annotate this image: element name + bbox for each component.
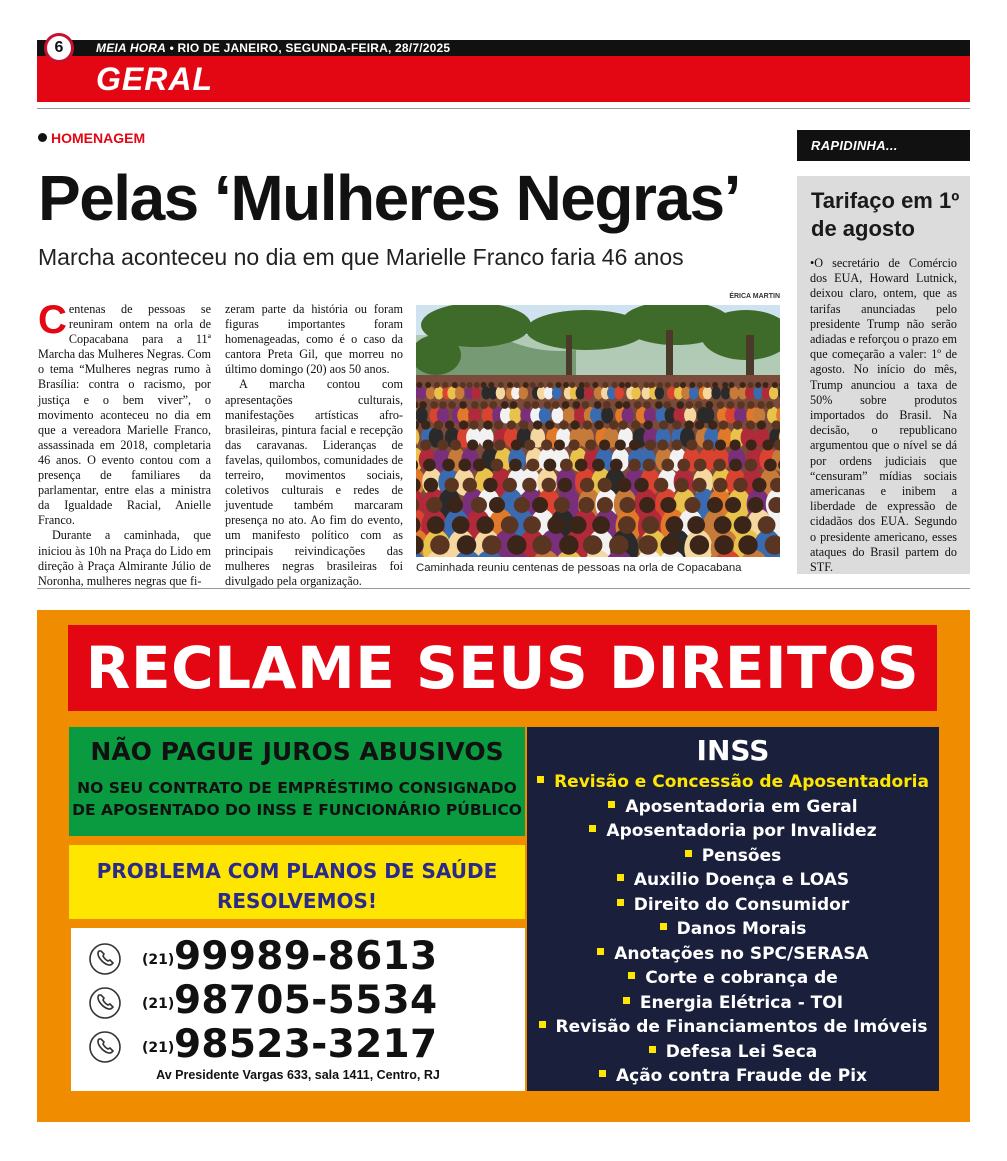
phone-icon — [88, 942, 122, 976]
paragraph-text: entenas de pessoas se reuniram ontem na orla de Copacabana para a 11ª Marcha das Mulheres Negras. Com o tema “Mulheres negras rumo à Brasília: contra o racismo, por justiça e o bem viver”, o movimento aconteceu no dia em que a vereadora Marielle Franco, assassinada em 2018, completaria 46 anos. O evento contou com a presença de familiares da parlamentar, entre elas a ministra da Igualdade Racial, Anielle Franco. — [38, 302, 211, 528]
ad-green-title: NÃO PAGUE JUROS ABUSIVOS — [90, 737, 504, 766]
article-kicker — [38, 130, 145, 146]
list-item-label: Direito do Consumidor — [633, 894, 850, 915]
list-item — [527, 1015, 939, 1040]
list-item-label: Energia Elétrica - TOI — [639, 992, 844, 1013]
paragraph: A marcha contou com apresentações culturais, manifestações artísticas afro-brasileiras, pintura facial e recepção das caravanas. Lideranças de favelas, quilombos, comunidades de terreiro, movimentos sociais, coletivos culturais e redes de juventude também marcaram presença no ato. Ao fim do evento, um manifesto político com as principais reivindicações das mulheres negras brasileiras foi divulgado pela organização. — [225, 377, 403, 588]
phone-prefix: (21) — [142, 1040, 175, 1056]
list-item-label: Auxilio Doença e LOAS — [633, 870, 850, 890]
article-headline: Pelas ‘Mulheres Negras’ — [38, 162, 740, 234]
bullet-icon — [623, 997, 630, 1004]
list-item-label: Pensões — [701, 845, 782, 866]
bullet-icon: • — [810, 256, 815, 270]
divider — [37, 108, 970, 109]
phone-prefix: (21) — [142, 952, 175, 968]
phone-number[interactable]: 99989-8613 — [174, 934, 438, 979]
sidebar-body: O secretário de Comércio dos EUA, Howard Lutnick, deixou claro, ontem, que as tarifas anunciadas pelo presidente Trump não serão adiadas e reforçou o prazo em que começarão a valer: 1º de agosto. No início do mês, Trump anunciou a taxa de 50% sobre produtos importados do Brasil. Na decisão, o republicano argumentou que o nível se dá por ordens judiciais que “censuram” mídias sociais americanas e inibem a liberdade de expressão de cidadãos dos EUA. Segundo o presidente americano, esses ataques do Brasil partem do STF. — [810, 256, 957, 575]
ad-yellow-line: PROBLEMA COM PLANOS DE SAÚDE — [96, 859, 498, 883]
article-photo — [416, 305, 780, 557]
photo-caption: Caminhada reuniu centenas de pessoas na orla de Copacabana — [416, 562, 742, 574]
paragraph: Durante a caminhada, que iniciou às 10h na Praça do Lido em direção à Praça Almirante Júlio de Noronha, mulheres negras que fi- — [38, 528, 211, 588]
list-item — [527, 893, 939, 918]
kicker-label: HOMENAGEM — [51, 130, 146, 146]
list-item — [527, 991, 939, 1016]
bullet-icon — [649, 1046, 656, 1053]
list-item — [527, 770, 939, 795]
paragraph — [38, 298, 211, 528]
bullet-icon — [539, 1021, 546, 1028]
ad-address: Av Presidente Vargas 633, sala 1411, Centro, RJ — [156, 1068, 440, 1082]
list-item-label: Aposentadoria por Invalidez — [606, 821, 877, 841]
list-item — [527, 1064, 939, 1089]
ad-green-text — [69, 777, 525, 821]
list-item — [527, 795, 939, 820]
list-item-label: Ação contra Fraude de Pix — [615, 1066, 868, 1086]
list-item-label: Defesa Lei Seca — [665, 1041, 818, 1062]
bullet-icon — [685, 850, 692, 857]
bullet-icon — [599, 1070, 606, 1077]
list-item — [527, 844, 939, 869]
section-title: GERAL — [96, 61, 213, 97]
bullet-icon — [628, 972, 635, 979]
sidebar-label: RAPIDINHA... — [797, 130, 970, 161]
bullet-icon — [597, 948, 604, 955]
bullet-icon — [38, 133, 47, 142]
list-item — [527, 942, 939, 967]
list-item-label: Aposentadoria em Geral — [625, 796, 858, 817]
ad-yellow-line: RESOLVEMOS! — [216, 889, 378, 913]
article-column-1 — [38, 298, 211, 589]
phone-number[interactable]: 98523-3217 — [174, 1022, 438, 1067]
sidebar-text — [810, 256, 957, 575]
list-item-label: Revisão de Financiamentos de Imóveis — [555, 1017, 928, 1037]
bullet-icon — [589, 825, 596, 832]
ad-inss-title: INSS — [696, 734, 770, 767]
ad-inss-list — [527, 770, 939, 1089]
list-item-label: Anotações no SPC/SERASA — [614, 943, 869, 964]
article-column-2 — [225, 302, 403, 589]
ad-green-line: DE APOSENTADO DO INSS E FUNCIONÁRIO PÚBLICO — [72, 801, 522, 819]
phone-icon — [88, 986, 122, 1020]
ad-green-line: NO SEU CONTRATO DE EMPRÉSTIMO CONSIGNADO — [77, 779, 517, 797]
publication-name: MEIA HORA — [96, 41, 167, 55]
crowd-photo-illustration — [416, 305, 780, 557]
dateline: • RIO DE JANEIRO, SEGUNDA-FEIRA, 28/7/2025 — [166, 41, 451, 55]
list-item — [527, 868, 939, 893]
page-number: 6 — [44, 33, 74, 63]
masthead — [96, 40, 450, 56]
list-item-label: Corte e cobrança de — [645, 968, 838, 988]
bullet-icon — [617, 899, 624, 906]
list-item — [527, 966, 939, 991]
list-item — [527, 819, 939, 844]
divider — [37, 588, 970, 589]
bullet-icon — [660, 923, 667, 930]
bullet-icon — [537, 776, 544, 783]
drop-cap: C — [38, 298, 67, 342]
list-item — [527, 1040, 939, 1065]
phone-prefix: (21) — [142, 996, 175, 1012]
phone-icon — [88, 1030, 122, 1064]
article-subheadline: Marcha aconteceu no dia em que Marielle Franco faria 46 anos — [38, 244, 684, 270]
list-item-label: Danos Morais — [676, 919, 807, 939]
paragraph: zeram parte da história ou foram figuras importantes foram homenageadas, como é o caso da cantora Preta Gil, que morreu no último domingo (20) aos 50 anos. — [225, 302, 403, 377]
photo-credit: ÉRICA MARTIN — [729, 293, 780, 300]
bullet-icon — [617, 874, 624, 881]
list-item — [527, 917, 939, 942]
phone-number[interactable]: 98705-5534 — [174, 978, 438, 1023]
sidebar-title: Tarifaço em 1º de agosto — [811, 188, 960, 241]
ad-headline: RECLAME SEUS DIREITOS — [68, 625, 937, 711]
ad-yellow-text — [69, 856, 525, 916]
list-item-label: Revisão e Concessão de Aposentadoria — [554, 772, 929, 792]
bullet-icon — [608, 801, 615, 808]
